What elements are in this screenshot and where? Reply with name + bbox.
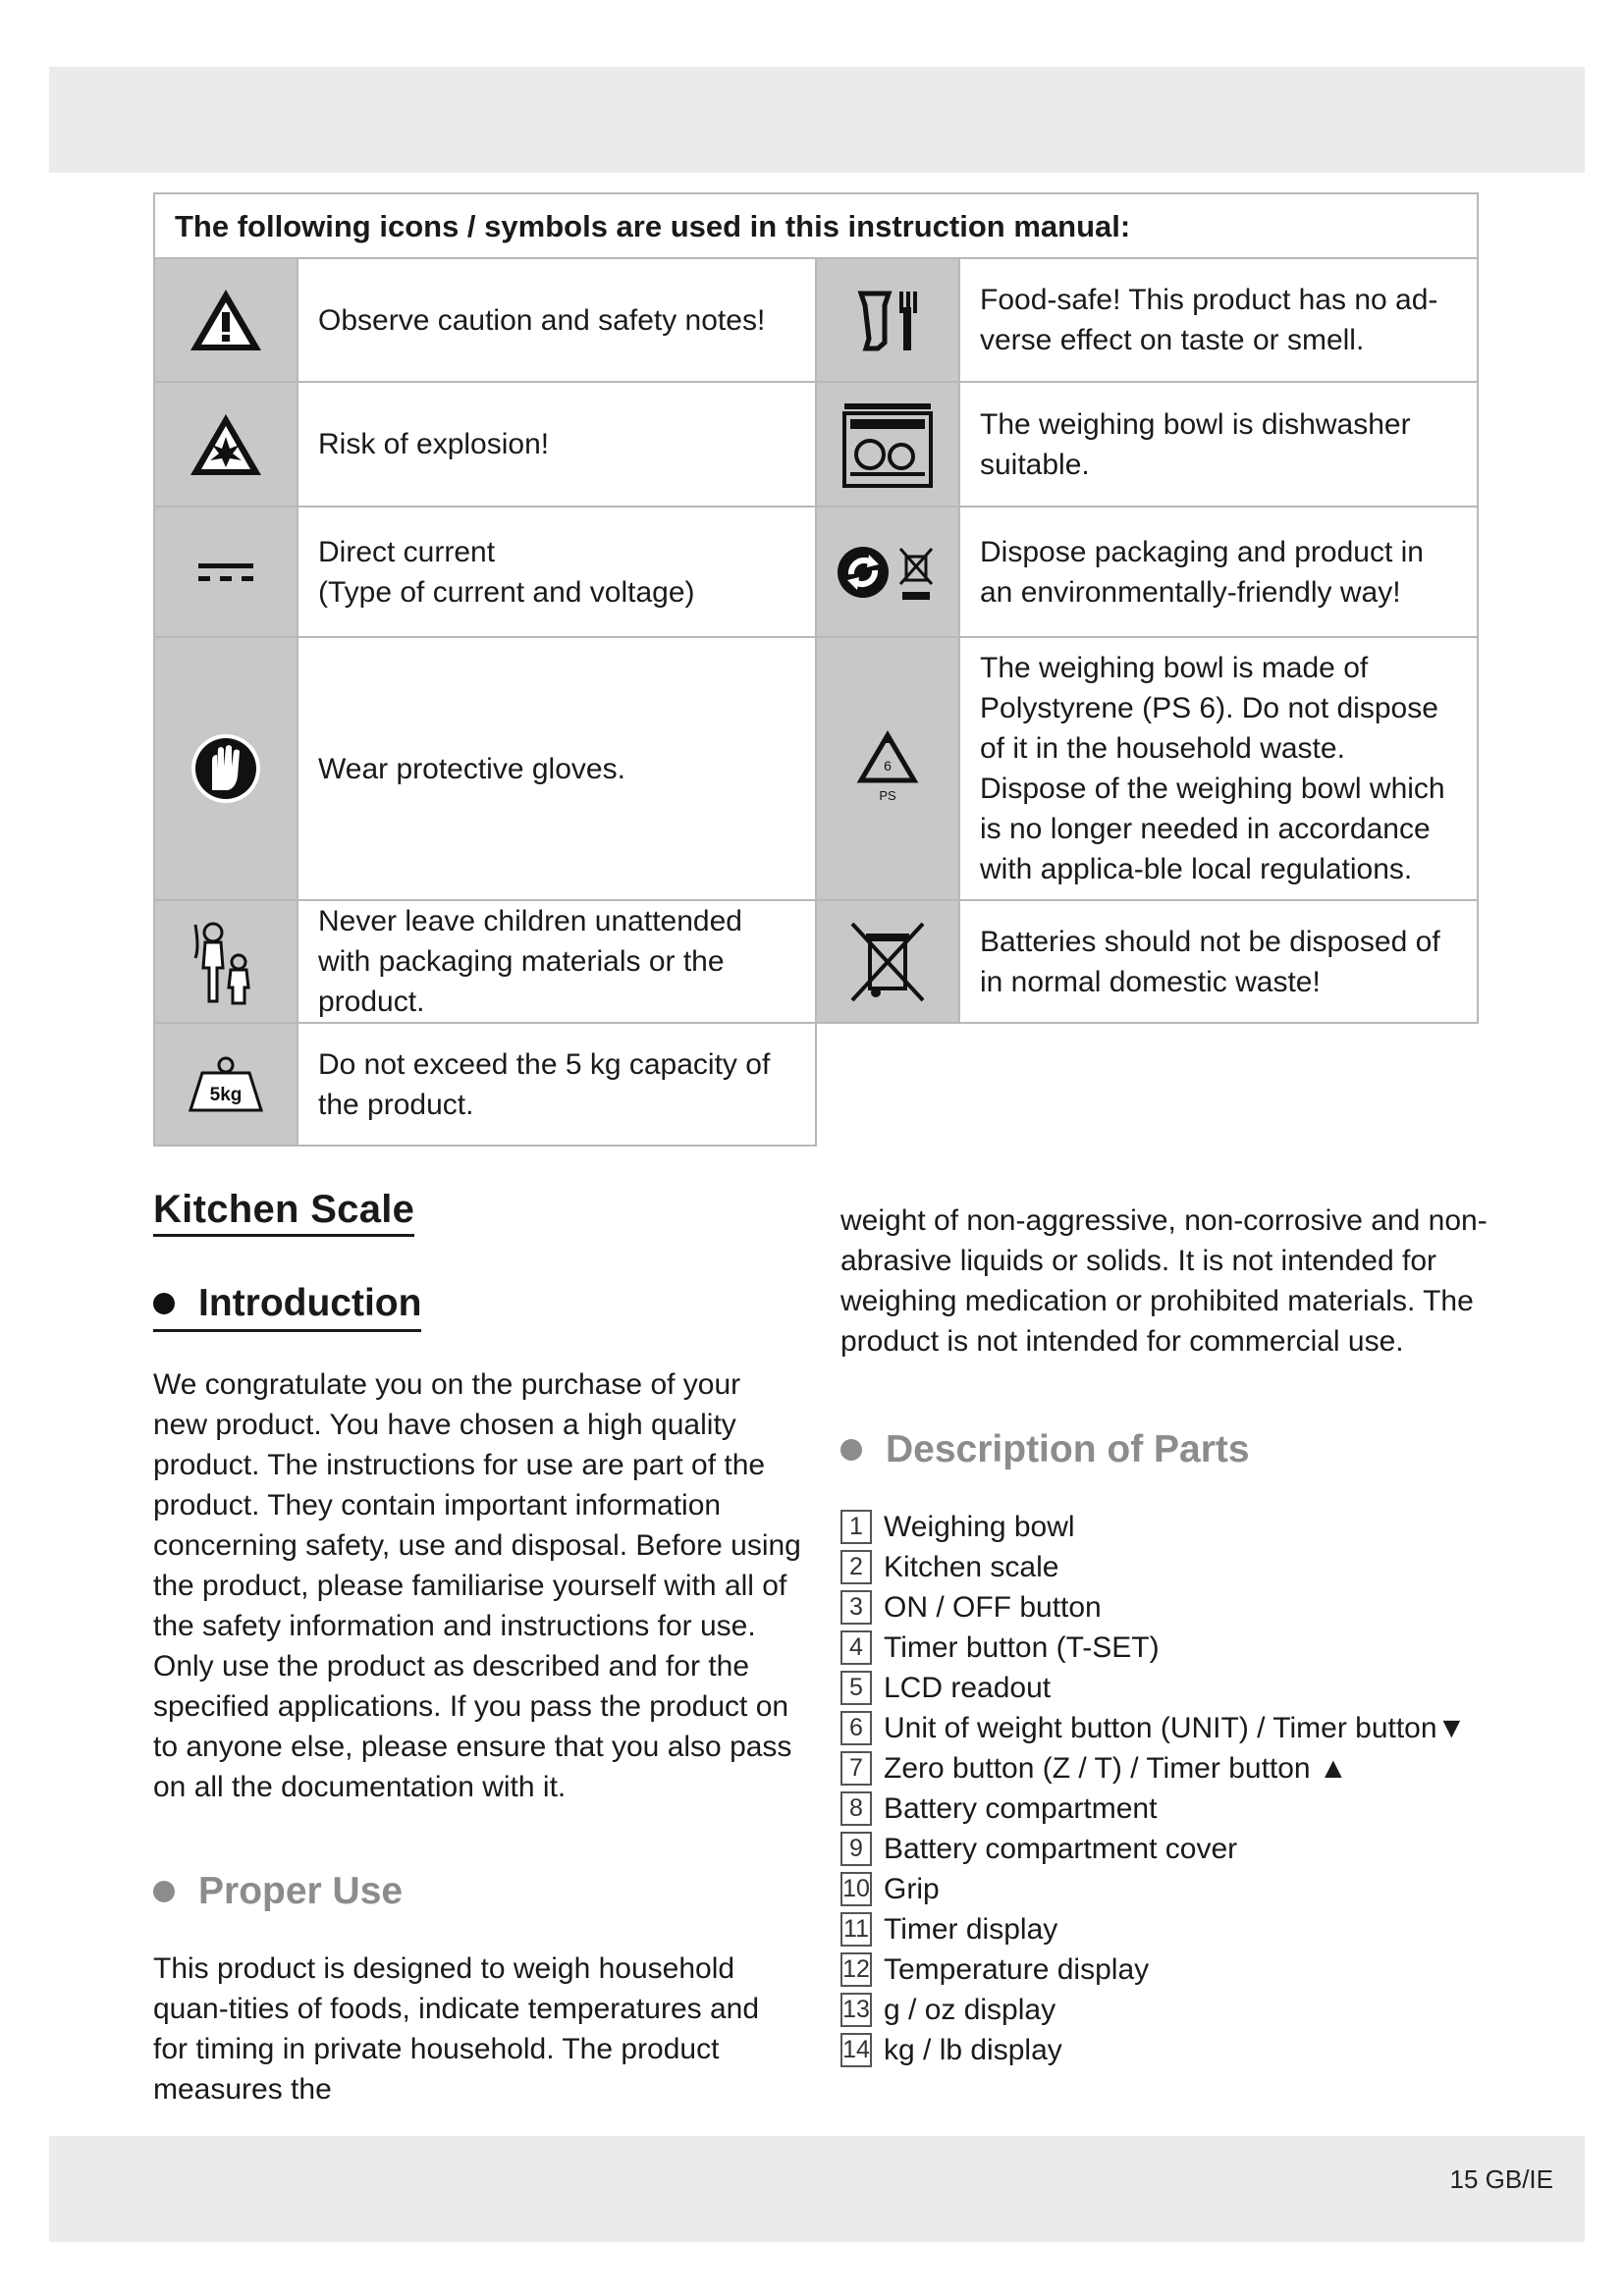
part-label: Battery compartment bbox=[884, 1791, 1158, 1825]
part-number: 2 bbox=[840, 1550, 872, 1584]
symbols-table bbox=[153, 192, 1479, 1147]
bullet-icon bbox=[840, 1439, 862, 1461]
page-number: 15 GB/IE bbox=[1449, 2164, 1553, 2194]
part-label: Battery compartment cover bbox=[884, 1832, 1238, 1865]
part-label: g / oz display bbox=[884, 1993, 1056, 2026]
dishwasher-icon bbox=[816, 382, 959, 507]
symbol-text: Dispose packaging and product in an environmentally-friendly way! bbox=[959, 507, 1478, 637]
kitchen-scale-title: Kitchen Scale bbox=[153, 1188, 414, 1237]
symbols-table-header: The following icons / symbols are used in this instruction manual: bbox=[154, 193, 1478, 258]
empty-cell bbox=[816, 1023, 1478, 1146]
symbol-text: Wear protective gloves. bbox=[298, 637, 816, 900]
bullet-icon bbox=[153, 1881, 175, 1902]
part-label: Zero button (Z / T) / Timer button ▲ bbox=[884, 1751, 1348, 1785]
part-label: Timer display bbox=[884, 1912, 1058, 1946]
part-item bbox=[840, 1507, 1489, 1547]
proper-use-body: This product is designed to weigh household quan-tities of foods, indicate temperatures and for timing in private household. The product measures the bbox=[153, 1952, 760, 2106]
symbol-text-multiline bbox=[298, 507, 816, 637]
part-item bbox=[840, 1708, 1489, 1748]
part-item bbox=[840, 1587, 1489, 1628]
ps-code: PS bbox=[879, 788, 896, 803]
part-item bbox=[840, 1869, 1489, 1909]
footer-band bbox=[49, 2136, 1585, 2242]
direct-current-icon bbox=[154, 507, 298, 637]
recycle-disposal-icon bbox=[816, 507, 959, 637]
part-number: 4 bbox=[840, 1630, 872, 1665]
part-item bbox=[840, 1748, 1489, 1789]
part-item bbox=[840, 1829, 1489, 1869]
bullet-icon bbox=[153, 1293, 175, 1314]
part-label: Kitchen scale bbox=[884, 1550, 1059, 1583]
symbol-text: Do not exceed the 5 kg capacity of the product. bbox=[298, 1023, 816, 1146]
symbol-text: Observe caution and safety notes! bbox=[298, 258, 816, 382]
symbol-text-line: Direct current bbox=[318, 535, 496, 568]
weight-capacity-icon bbox=[154, 1023, 298, 1146]
proper-use-heading bbox=[153, 1870, 801, 1913]
ps-number: 6 bbox=[884, 758, 892, 774]
part-number: 9 bbox=[840, 1832, 872, 1866]
right-column bbox=[840, 1201, 1489, 2070]
symbol-text: The weighing bowl is dishwasher suitable. bbox=[959, 382, 1478, 507]
symbol-text: Never leave children unattended with packaging materials or the product. bbox=[298, 900, 816, 1023]
part-item bbox=[840, 1990, 1489, 2030]
introduction-heading bbox=[153, 1282, 421, 1332]
symbol-text-line: (Type of current and voltage) bbox=[318, 575, 695, 609]
description-of-parts-title: Description of Parts bbox=[886, 1428, 1250, 1470]
description-of-parts-heading bbox=[840, 1428, 1489, 1471]
food-safe-icon bbox=[816, 258, 959, 382]
part-label: Timer button (T-SET) bbox=[884, 1630, 1160, 1664]
part-label: LCD readout bbox=[884, 1671, 1052, 1704]
part-item bbox=[840, 1789, 1489, 1829]
header-band bbox=[49, 67, 1585, 173]
part-label: Temperature display bbox=[884, 1952, 1150, 1986]
part-number: 3 bbox=[840, 1590, 872, 1625]
part-item bbox=[840, 1628, 1489, 1668]
child-warning-icon bbox=[154, 900, 298, 1023]
part-number: 5 bbox=[840, 1671, 872, 1705]
part-number: 10 bbox=[840, 1872, 872, 1906]
part-number: 14 bbox=[840, 2033, 872, 2067]
part-number: 12 bbox=[840, 1952, 872, 1987]
capacity-label: 5kg bbox=[209, 1084, 243, 1105]
part-number: 6 bbox=[840, 1711, 872, 1745]
proper-use-body-continued: weight of non-aggressive, non-corrosive and non-abrasive liquids or solids. It is not intended for weighing medication or prohibited materials. The product is not intended for commercial use. bbox=[840, 1204, 1488, 1358]
part-label: Grip bbox=[884, 1872, 940, 1905]
part-label: Unit of weight button (UNIT) / Timer button▼ bbox=[884, 1711, 1467, 1744]
part-number: 13 bbox=[840, 1993, 872, 2027]
proper-use-title: Proper Use bbox=[198, 1870, 404, 1912]
left-column bbox=[153, 1188, 801, 2109]
symbol-text: Batteries should not be disposed of in normal domestic waste! bbox=[959, 900, 1478, 1023]
crossed-bin-icon bbox=[816, 900, 959, 1023]
ps6-recycling-icon bbox=[816, 637, 959, 900]
part-item bbox=[840, 1668, 1489, 1708]
introduction-title: Introduction bbox=[198, 1282, 422, 1324]
introduction-body: We congratulate you on the purchase of your new product. You have chosen a high quality product. The instructions for use are part of the product. They contain important information concerning safety, use and disposal. Before using the product, please familiarise yourself with all of the safety information and instructions for use. Only use the product as described and for the specified applications. If you pass the product on to anyone else, please ensure that you also pass on all the documentation with it. bbox=[153, 1368, 801, 1803]
protective-gloves-icon bbox=[154, 637, 298, 900]
part-item bbox=[840, 1949, 1489, 1990]
part-number: 7 bbox=[840, 1751, 872, 1786]
part-number: 11 bbox=[840, 1912, 872, 1947]
explosion-hazard-icon bbox=[154, 382, 298, 507]
part-label: kg / lb display bbox=[884, 2033, 1062, 2066]
parts-list bbox=[840, 1507, 1489, 2070]
symbol-text: The weighing bowl is made of Polystyrene (PS 6). Do not dispose of it in the household waste. Dispose of the weighing bowl which is no longer needed in accordance with applica-ble local regulations. bbox=[959, 637, 1478, 900]
part-number: 1 bbox=[840, 1510, 872, 1544]
part-item bbox=[840, 2030, 1489, 2070]
warning-triangle-icon bbox=[154, 258, 298, 382]
part-item bbox=[840, 1909, 1489, 1949]
part-item bbox=[840, 1547, 1489, 1587]
part-number: 8 bbox=[840, 1791, 872, 1826]
symbol-text: Food-safe! This product has no ad-verse effect on taste or smell. bbox=[959, 258, 1478, 382]
part-label: ON / OFF button bbox=[884, 1590, 1102, 1624]
part-label: Weighing bowl bbox=[884, 1510, 1075, 1543]
symbol-text: Risk of explosion! bbox=[298, 382, 816, 507]
